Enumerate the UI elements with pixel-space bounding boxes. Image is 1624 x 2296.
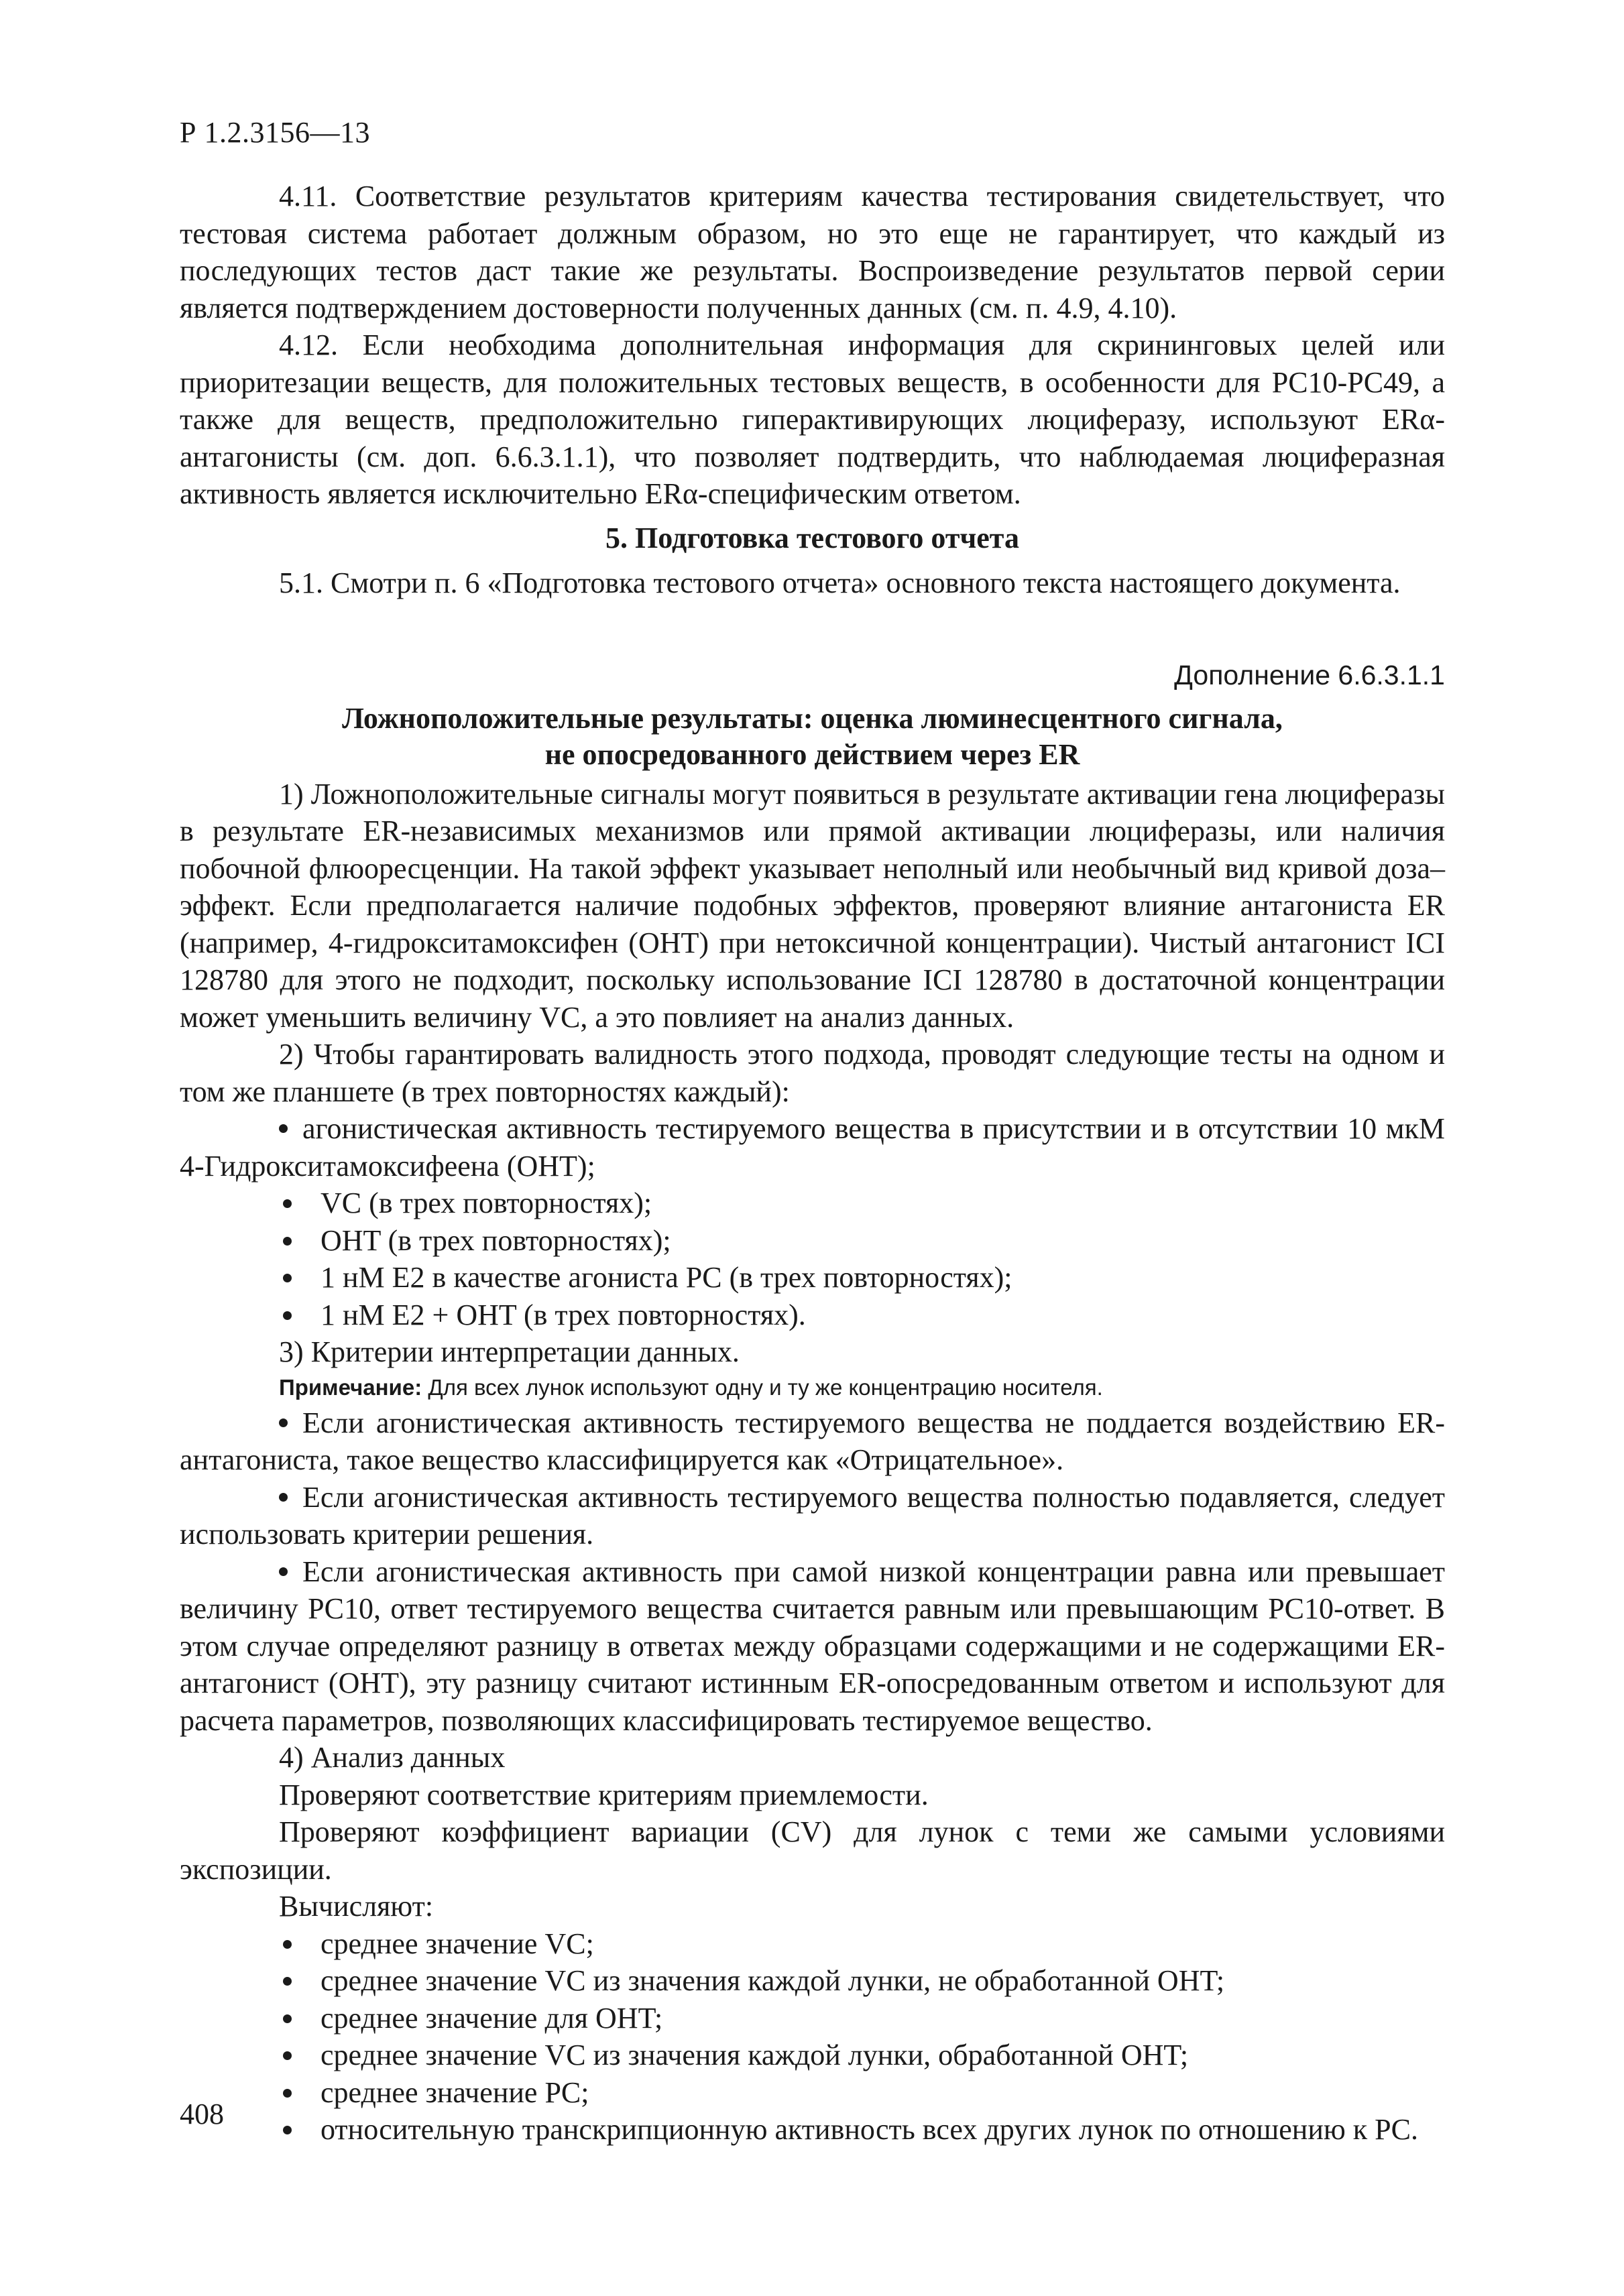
bullet-icon bbox=[283, 1940, 292, 1949]
calc-item-6 bbox=[180, 2111, 1445, 2149]
page-number: 408 bbox=[180, 2098, 224, 2130]
test-item-text: 1 нМ Е2 + OHT (в трех повторностях). bbox=[321, 1298, 806, 1331]
test-item-text: OHT (в трех повторностях); bbox=[321, 1223, 671, 1257]
supplement-label: Дополнение 6.6.3.1.1 bbox=[1174, 659, 1445, 690]
calc-item-1 bbox=[180, 1925, 1445, 1963]
bullet-icon bbox=[283, 2014, 292, 2023]
paragraph-4-12: 4.12. Если необходима дополнительная информация для скрининговых целей или приоритезации веществ, для положительных тестовых веществ, в особенности для PC10-PC49, а также для веществ, предположительно гиперактивирующих люциферазу, используют ERα-антагонисты (см. доп. 6.6.3.1.1), что позволяет подтвердить, что наблюдаемая люциферазная активность является исключительно ERα-специфическим ответом. bbox=[180, 328, 1445, 510]
test-item-3 bbox=[180, 1222, 1445, 1260]
paragraph-5-1: 5.1. Смотри п. 6 «Подготовка тестового отчета» основного текста настоящего документа. bbox=[279, 566, 1401, 599]
criteria-item-2 bbox=[180, 1479, 1445, 1553]
calc-item-text: среднее значение для OHT; bbox=[321, 2001, 663, 2035]
document-code: Р 1.2.3156—13 bbox=[180, 116, 370, 149]
calc-item-text: среднее значение VC; bbox=[321, 1927, 594, 1960]
criteria-item-text: Если агонистическая активность тестируемого вещества полностью подавляется, следует использовать критерии решения. bbox=[180, 1480, 1445, 1551]
calc-item-text: среднее значение PC; bbox=[321, 2075, 589, 2109]
bullet-icon bbox=[279, 1124, 288, 1133]
bullet-icon bbox=[283, 1274, 292, 1282]
calc-label: Вычисляют: bbox=[279, 1890, 434, 1923]
calc-item-5 bbox=[180, 2074, 1445, 2112]
bullet-icon bbox=[283, 2126, 292, 2134]
supplement-title bbox=[180, 701, 1445, 773]
check-cv: Проверяют коэффициент вариации (CV) для лунок с теми же самыми условиями экспозиции. bbox=[180, 1815, 1445, 1886]
note bbox=[180, 1371, 1445, 1404]
bullet-icon bbox=[283, 1237, 292, 1246]
test-item-4 bbox=[180, 1259, 1445, 1296]
criteria-item-1 bbox=[180, 1404, 1445, 1479]
test-item-5 bbox=[180, 1296, 1445, 1334]
section-5-title: 5. Подготовка тестового отчета bbox=[605, 521, 1019, 554]
test-item-1 bbox=[180, 1110, 1445, 1185]
supplement-paragraph-3: 3) Критерии интерпретации данных. bbox=[279, 1335, 740, 1368]
bullet-icon bbox=[279, 1493, 288, 1502]
supplement-title-line-2: не опосредованного действием через ER bbox=[544, 737, 1080, 771]
bullet-icon bbox=[279, 1418, 288, 1427]
bullet-icon bbox=[283, 1199, 292, 1208]
criteria-item-text: Если агонистическая активность тестируемого вещества не поддается воздействию ER-антагониста, такое вещество классифицируется как «Отрицательное». bbox=[180, 1406, 1445, 1476]
supplement-paragraph-2: 2) Чтобы гарантировать валидность этого подхода, проводят следующие тесты на одном и том же планшете (в трех повторностях каждый): bbox=[180, 1038, 1445, 1108]
paragraph-4-11: 4.11. Соответствие результатов критериям качества тестирования свидетельствует, что тестовая система работает должным образом, но это еще не гарантирует, что каждый из последующих тестов даст такие же результаты. Воспроизведение результатов первой серии является подтверждением достоверности полученных данных (см. п. 4.9, 4.10). bbox=[180, 180, 1445, 324]
calc-item-text: относительную транскрипционную активность всех других лунок по отношению к PC. bbox=[321, 2113, 1418, 2146]
calc-item-4 bbox=[180, 2037, 1445, 2074]
bullet-icon bbox=[283, 1977, 292, 1986]
supplement-paragraph-1: 1) Ложноположительные сигналы могут появиться в результате активации гена люциферазы в результате ER-независимых механизмов или прямой активации люциферазы, или наличия побочной флюоресценции. На такой эффект указывает неполный или необычный вид кривой доза–эффект. Если предполагается наличие подобных эффектов, проверяют влияние антагониста ER (например, 4-гидрокситамоксифен (OHT) при нетоксичной концентрации). Чистый антагонист ICI 128780 для этого не подходит, поскольку использование ICI 128780 в достаточной концентрации может уменьшить величину VC, а это повлияет на анализ данных. bbox=[180, 777, 1445, 1034]
bullet-icon bbox=[279, 1567, 288, 1576]
note-text: Для всех лунок используют одну и ту же концентрацию носителя. bbox=[428, 1374, 1103, 1400]
bullet-icon bbox=[283, 1311, 292, 1320]
supplement-paragraph-4: 4) Анализ данных bbox=[279, 1741, 506, 1774]
calc-item-3 bbox=[180, 2000, 1445, 2037]
calc-item-text: среднее значение VC из значения каждой лунки, не обработанной OHT; bbox=[321, 1964, 1225, 1997]
note-label: Примечание: bbox=[279, 1374, 422, 1400]
test-item-2 bbox=[180, 1185, 1445, 1222]
test-item-text: VC (в трех повторностях); bbox=[321, 1187, 652, 1219]
calc-item-text: среднее значение VC из значения каждой лунки, обработанной OHT; bbox=[321, 2039, 1189, 2071]
test-item-text: агонистическая активность тестируемого вещества в присутствии и в отсутствии 10 мкМ 4-Гидрокситамоксифеена (OHT); bbox=[180, 1112, 1445, 1183]
criteria-item-3 bbox=[180, 1553, 1445, 1740]
calc-item-2 bbox=[180, 1962, 1445, 2000]
bullet-icon bbox=[283, 2089, 292, 2098]
test-item-text: 1 нМ Е2 в качестве агониста PC (в трех повторностях); bbox=[321, 1261, 1012, 1294]
criteria-item-text: Если агонистическая активность при самой низкой концентрации равна или превышает величину PC10, ответ тестируемого вещества считается равным или превышающим PC10-ответ. В этом случае определяют разницу в ответах между образцами содержащими и не содержащими ER-антагонист (OHT), эту разницу считают истинным ER-опосредованным ответом и используют для расчета параметров, позволяющих классифицировать тестируемое вещество. bbox=[180, 1555, 1445, 1737]
supplement-title-line-1: Ложноположительные результаты: оценка люминесцентного сигнала, bbox=[342, 701, 1283, 735]
check-acceptance: Проверяют соответствие критериям приемлемости. bbox=[279, 1778, 929, 1811]
document-body bbox=[180, 178, 1445, 2149]
bullet-icon bbox=[283, 2051, 292, 2060]
